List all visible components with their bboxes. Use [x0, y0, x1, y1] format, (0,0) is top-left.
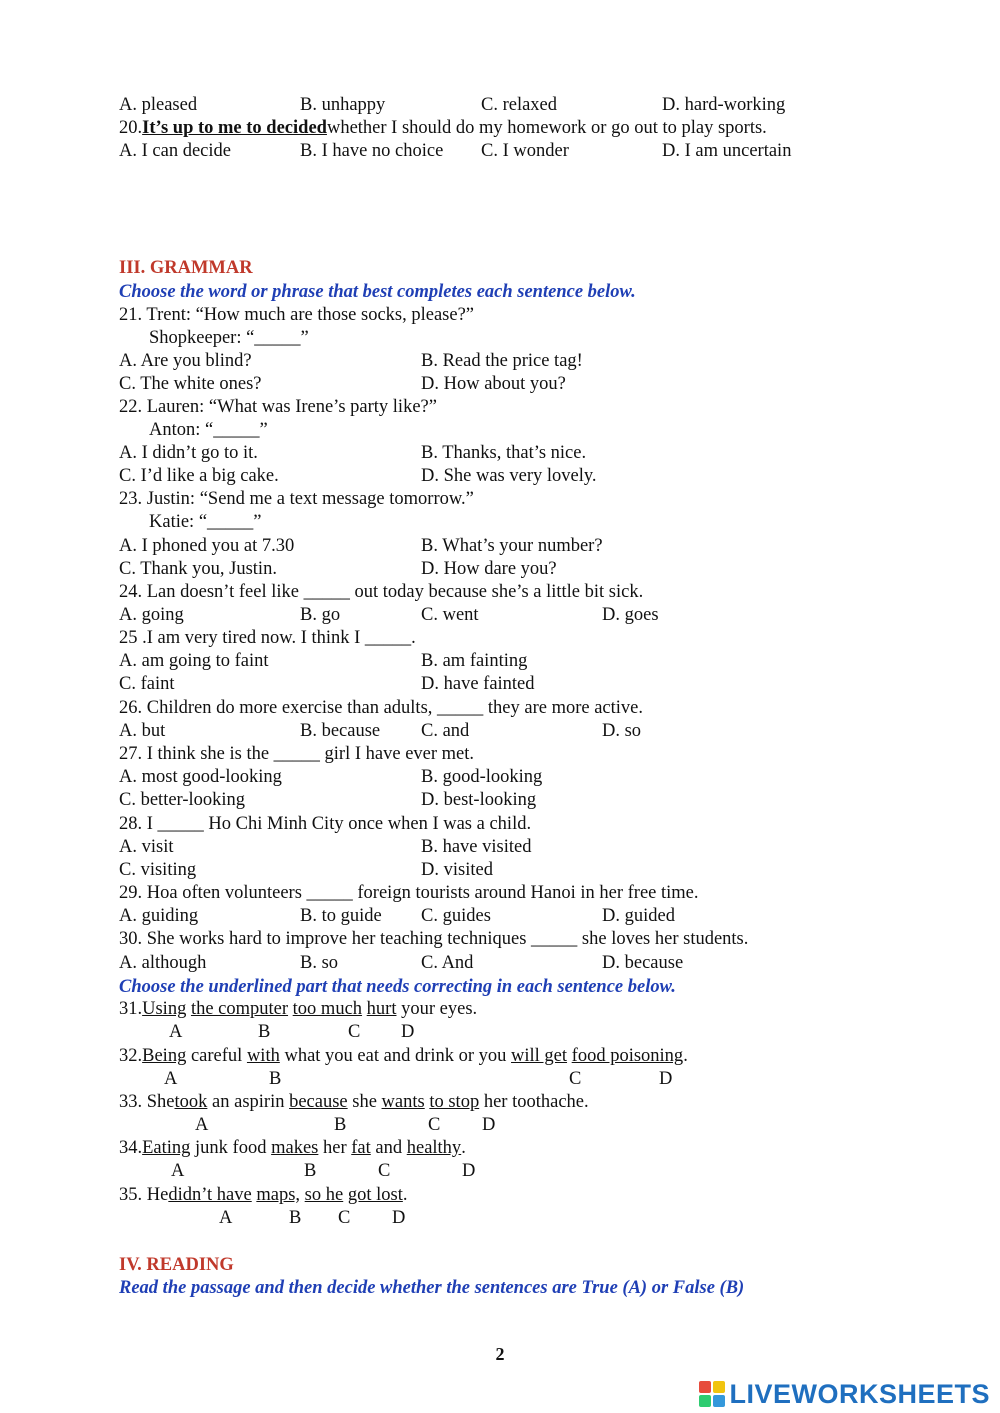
option-d[interactable]: D. How dare you? [421, 559, 557, 579]
text: her [318, 1138, 352, 1158]
question-26: 26. Children do more exercise than adults, _____ they are more active. [119, 698, 643, 718]
letter-c: C [428, 1115, 441, 1135]
option-b[interactable]: B. What’s your number? [421, 536, 603, 556]
option-c[interactable]: C. The white ones? [119, 374, 262, 394]
option-c[interactable]: C. went [421, 605, 479, 625]
option-d[interactable]: D. hard-working [662, 95, 786, 115]
option-d[interactable]: D. I am uncertain [662, 141, 792, 161]
question-34 [119, 1137, 466, 1160]
option-d[interactable]: D. How about you? [421, 374, 566, 394]
question-25: 25 .I am very tired now. I think I _____. [119, 628, 416, 648]
option-b[interactable]: B. unhappy [300, 95, 386, 115]
question-28: 28. I _____ Ho Chi Minh City once when I was a child. [119, 814, 532, 834]
question-number: 20. [119, 118, 143, 138]
option-d[interactable]: D. because [602, 953, 684, 973]
page-number: 2 [495, 1344, 505, 1364]
text: and [370, 1138, 407, 1158]
reading-heading: IV. READING [119, 1255, 234, 1275]
letter-a: A [195, 1115, 209, 1135]
part-c[interactable]: wants [381, 1092, 425, 1112]
option-c[interactable]: C. better-looking [119, 790, 246, 810]
option-d[interactable]: D. goes [602, 605, 659, 625]
question-33 [119, 1091, 589, 1114]
letter-a: A [219, 1208, 233, 1228]
letter-c: C [348, 1022, 361, 1042]
option-d[interactable]: D. so [602, 721, 642, 741]
letter-b: B [304, 1161, 317, 1181]
question-27: 27. I think she is the _____ girl I have ever met. [119, 744, 475, 764]
option-d[interactable]: D. guided [602, 906, 675, 926]
option-c[interactable]: C. I wonder [481, 141, 569, 161]
question-23: 23. Justin: “Send me a text message tomorrow.” [119, 489, 474, 509]
letter-b: B [258, 1022, 271, 1042]
option-a[interactable]: A. going [119, 605, 184, 625]
reading-instruction: Read the passage and then decide whether the sentences are True (A) or False (B) [119, 1278, 745, 1298]
option-d[interactable]: D. She was very lovely. [421, 466, 597, 486]
letter-b: B [334, 1115, 347, 1135]
liveworksheets-logo[interactable] [699, 1378, 990, 1410]
part-a[interactable]: didn’t have [168, 1185, 252, 1205]
option-c[interactable]: C. I’d like a big cake. [119, 466, 279, 486]
letter-d: D [392, 1208, 406, 1228]
letter-a: A [164, 1069, 178, 1089]
part-c[interactable]: fat [351, 1138, 371, 1158]
question-number: 34. [119, 1138, 143, 1158]
option-b[interactable]: B. have visited [421, 837, 532, 857]
letter-b: B [289, 1208, 302, 1228]
question-35 [119, 1184, 407, 1207]
option-b[interactable]: B. to guide [300, 906, 382, 926]
text: what you eat and drink or you [279, 1046, 512, 1066]
option-a[interactable]: A. pleased [119, 95, 198, 115]
part-c[interactable]: too much [292, 999, 363, 1019]
question-23-reply: Katie: “_____” [149, 512, 262, 532]
option-a[interactable]: A. I didn’t go to it. [119, 443, 258, 463]
part-d[interactable]: to stop [429, 1092, 480, 1112]
option-b[interactable]: B. because [300, 721, 381, 741]
option-c[interactable]: C. faint [119, 674, 175, 694]
option-a[interactable]: A. although [119, 953, 207, 973]
part-b[interactable]: with [246, 1046, 280, 1066]
letter-c: C [378, 1161, 391, 1181]
question-number: 31. [119, 999, 143, 1019]
part-a[interactable]: Eating [142, 1138, 191, 1158]
part-b[interactable]: makes [271, 1138, 319, 1158]
text: . [402, 1185, 408, 1205]
question-24: 24. Lan doesn’t feel like _____ out today because she’s a little bit sick. [119, 582, 644, 602]
option-b[interactable]: B. Read the price tag! [421, 351, 583, 371]
part-c[interactable]: will get [511, 1046, 568, 1066]
part-a[interactable]: Using [142, 999, 187, 1019]
letter-d: D [659, 1069, 673, 1089]
question-29: 29. Hoa often volunteers _____ foreign tourists around Hanoi in her free time. [119, 883, 699, 903]
question-32 [119, 1045, 688, 1068]
question-31 [119, 998, 477, 1021]
grammar-instruction: Choose the word or phrase that best completes each sentence below. [119, 282, 636, 302]
text: . [683, 1046, 688, 1066]
option-b[interactable]: B. so [300, 953, 339, 973]
option-a[interactable]: A. Are you blind? [119, 351, 252, 371]
part-d[interactable]: got lost [347, 1185, 403, 1205]
part-a[interactable]: took [174, 1092, 208, 1112]
question-21-reply: Shopkeeper: “_____” [149, 328, 309, 348]
option-b[interactable]: B. good-looking [421, 767, 543, 787]
part-d[interactable]: hurt [366, 999, 397, 1019]
option-a[interactable]: A. most good-looking [119, 767, 282, 787]
part-b[interactable]: because [289, 1092, 348, 1112]
option-d[interactable]: D. visited [421, 860, 493, 880]
text: careful [186, 1046, 247, 1066]
option-a[interactable]: A. visit [119, 837, 174, 857]
option-a[interactable]: A. but [119, 721, 166, 741]
part-b[interactable]: the computer [190, 999, 289, 1019]
grammar-heading: III. GRAMMAR [119, 258, 253, 278]
question-number: 32. [119, 1046, 143, 1066]
text: she [347, 1092, 382, 1112]
text: an aspirin [207, 1092, 290, 1112]
part-a[interactable]: Being [142, 1046, 187, 1066]
option-a[interactable]: A. I phoned you at 7.30 [119, 536, 295, 556]
question-number: 35. He [119, 1185, 169, 1205]
text: your eyes. [396, 999, 478, 1019]
question-text: whether I should do my homework or go out to play sports. [326, 118, 767, 138]
correction-instruction: Choose the underlined part that needs correcting in each sentence below. [119, 977, 676, 997]
letter-d: D [401, 1022, 415, 1042]
part-c[interactable]: so he [304, 1185, 344, 1205]
logo-mark-icon [699, 1381, 725, 1407]
option-a[interactable]: A. am going to faint [119, 651, 269, 671]
option-c[interactable]: C. Thank you, Justin. [119, 559, 277, 579]
option-c[interactable]: C. And [421, 953, 474, 973]
underlined-phrase: It’s up to me to decided [142, 118, 327, 138]
question-number: 33. She [119, 1092, 175, 1112]
part-d[interactable]: food poisoning [571, 1046, 684, 1066]
option-c[interactable]: C. relaxed [481, 95, 558, 115]
question-21: 21. Trent: “How much are those socks, please?” [119, 305, 475, 325]
logo-text: LIVEWORKSHEETS [729, 1378, 990, 1409]
letter-d: D [482, 1115, 496, 1135]
option-a[interactable]: A. I can decide [119, 141, 231, 161]
option-b[interactable]: B. am fainting [421, 651, 528, 671]
option-b[interactable]: B. I have no choice [300, 141, 444, 161]
option-d[interactable]: D. best-looking [421, 790, 537, 810]
question-22: 22. Lauren: “What was Irene’s party like?” [119, 397, 437, 417]
text: junk food [190, 1138, 272, 1158]
option-c[interactable]: C. visiting [119, 860, 197, 880]
letter-d: D [462, 1161, 476, 1181]
letter-c: C [338, 1208, 351, 1228]
option-c[interactable]: C. and [421, 721, 470, 741]
text: . [461, 1138, 466, 1158]
option-a[interactable]: A. guiding [119, 906, 199, 926]
option-b[interactable]: B. go [300, 605, 341, 625]
question-20 [119, 117, 767, 140]
option-c[interactable]: C. guides [421, 906, 491, 926]
question-22-reply: Anton: “_____” [149, 420, 268, 440]
letter-b: B [269, 1069, 282, 1089]
option-b[interactable]: B. Thanks, that’s nice. [421, 443, 587, 463]
text: her toothache. [479, 1092, 589, 1112]
part-b[interactable]: maps, [256, 1185, 301, 1205]
part-d[interactable]: healthy [406, 1138, 462, 1158]
option-d[interactable]: D. have fainted [421, 674, 535, 694]
question-30: 30. She works hard to improve her teaching techniques _____ she loves her students. [119, 929, 749, 949]
letter-a: A [169, 1022, 183, 1042]
letter-c: C [569, 1069, 582, 1089]
letter-a: A [171, 1161, 185, 1181]
